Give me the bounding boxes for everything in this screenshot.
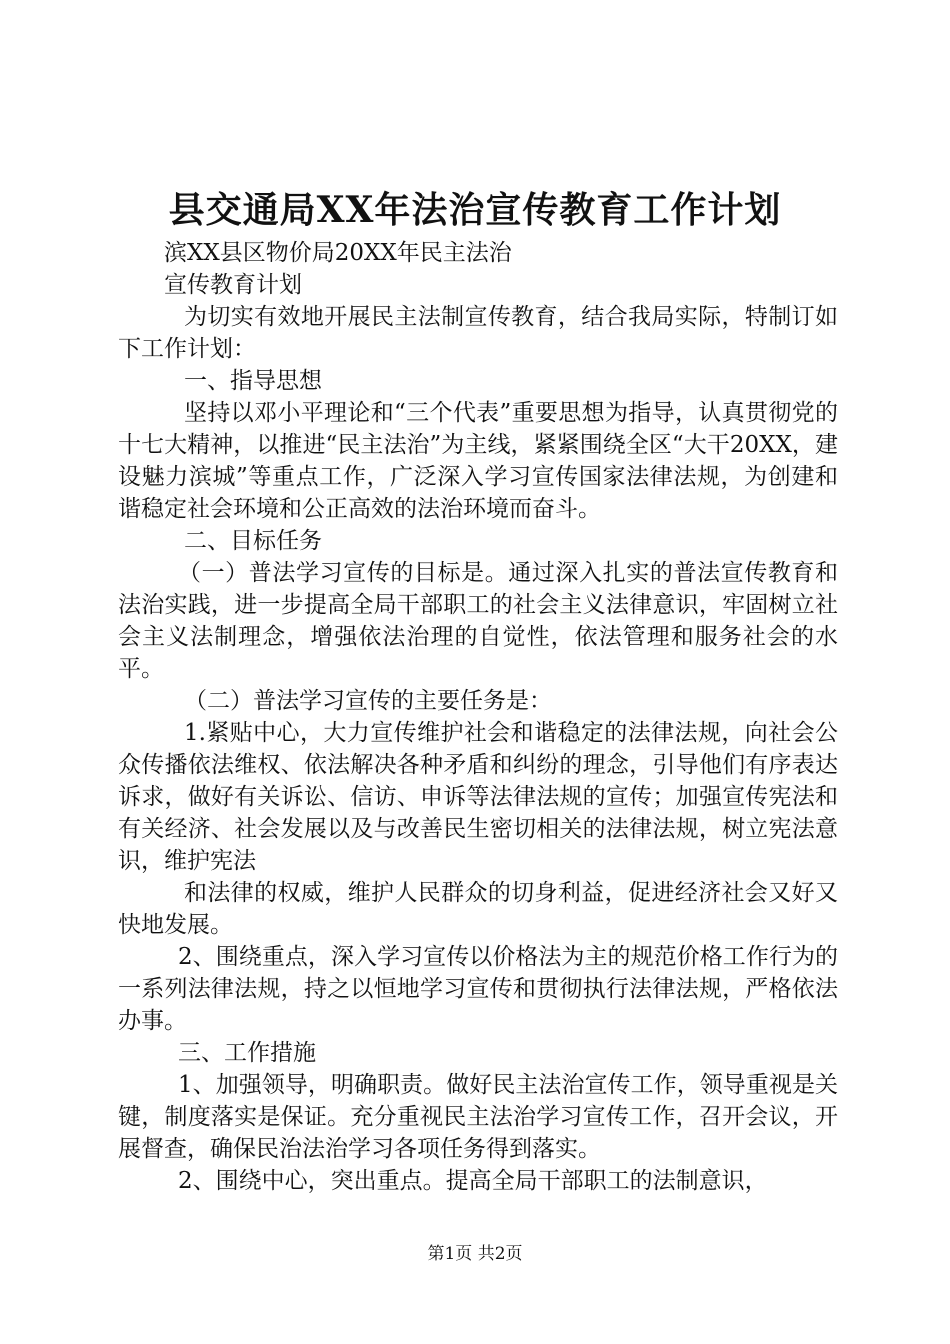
paragraph-goal-1: （一）普法学习宣传的目标是。通过深入扎实的普法宣传教育和法治实践，进一步提高全局干部职工的社会主义法律意识，牢固树立社会主义法制理念，增强依法治理的自觉性，依法管理和服务社会的水平。 xyxy=(118,560,838,682)
paragraph-measure-1: 1、加强领导，明确职责。做好民主法治宣传工作，领导重视是关键，制度落实是保证。充分重视民主法治学习宣传工作，召开会议，开展督查，确保民治法治学习各项任务得到落实。 xyxy=(118,1072,838,1162)
paragraph-subtitle-line1: 滨XX县区物价局20XX年民主法治 xyxy=(164,240,512,266)
paragraph-task-2: 2、围绕重点，深入学习宣传以价格法为主的规范价格工作行为的一系列法律法规，持之以恒地学习宣传和贯彻执行法律法规，严格依法办事。 xyxy=(118,944,838,1034)
document-body xyxy=(118,237,838,1197)
document-title: 县交通局XX年法治宣传教育工作计划 xyxy=(168,189,782,231)
section-heading-measures: 三、工作措施 xyxy=(178,1040,316,1066)
paragraph-subtitle-line2: 宣传教育计划 xyxy=(164,272,302,298)
page-number-footer: 第1页 共2页 xyxy=(427,1244,523,1264)
section-heading-goals: 二、目标任务 xyxy=(184,528,322,554)
paragraph-intro: 为切实有效地开展民主法制宣传教育，结合我局实际，特制订如下工作计划： xyxy=(118,304,838,362)
paragraph-task-1-continued: 和法律的权威，维护人民群众的切身利益，促进经济社会又好又快地发展。 xyxy=(118,880,838,938)
section-heading-guiding-thought: 一、指导思想 xyxy=(184,368,322,394)
paragraph-goal-2-heading: （二）普法学习宣传的主要任务是： xyxy=(184,688,552,714)
paragraph-measure-2: 2、围绕中心，突出重点。提高全局干部职工的法制意识， xyxy=(178,1168,768,1194)
paragraph-task-1: 1.紧贴中心，大力宣传维护社会和谐稳定的法律法规，向社会公众传播依法维权、依法解决各种矛盾和纠纷的理念，引导他们有序表达诉求，做好有关诉讼、信访、申诉等法律法规的宣传；加强宣传宪法和有关经济、社会发展以及与改善民生密切相关的法律法规，树立宪法意识，维护宪法 xyxy=(118,720,838,874)
paragraph-guiding-thought: 坚持以邓小平理论和“三个代表”重要思想为指导，认真贯彻党的十七大精神，以推进“民主法治”为主线，紧紧围绕全区“大干20XX，建设魅力滨城”等重点工作，广泛深入学习宣传国家法律法规，为创建和谐稳定社会环境和公正高效的法治环境而奋斗。 xyxy=(118,400,838,522)
